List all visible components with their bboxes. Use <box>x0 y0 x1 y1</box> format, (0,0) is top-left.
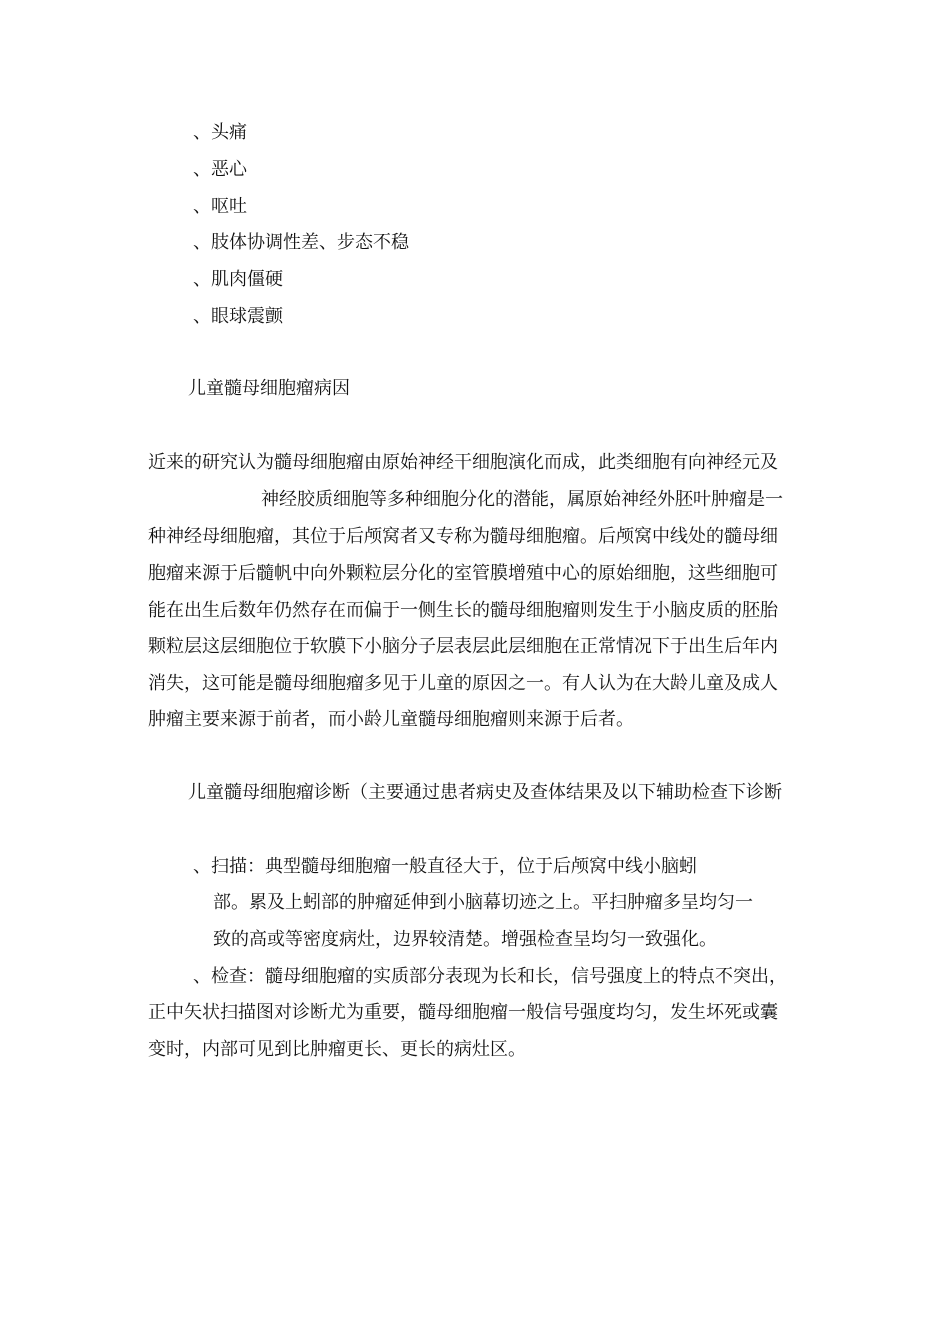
symptom-item: 、呕吐 <box>193 196 247 217</box>
scan-line: 、扫描：典型髓母细胞瘤一般直径大于，位于后颅窝中线小脑蚓 <box>193 856 697 877</box>
paragraph-line: 颗粒层这层细胞位于软膜下小脑分子层表层此层细胞在正常情况下于出生后年内 <box>148 636 778 657</box>
exam-line: 变时，内部可见到比肿瘤更长、更长的病灶区。 <box>148 1039 526 1060</box>
exam-line: 正中矢状扫描图对诊断尤为重要，髓母细胞瘤一般信号强度均匀，发生坏死或囊 <box>148 1002 778 1023</box>
paragraph-line: 种神经母细胞瘤，其位于后颅窝者又专称为髓母细胞瘤。后颅窝中线处的髓母细 <box>148 526 778 547</box>
exam-line: 、检查：髓母细胞瘤的实质部分表现为长和长，信号强度上的特点不突出， <box>193 966 787 987</box>
paragraph-line: 消失，这可能是髓母细胞瘤多见于儿童的原因之一。有人认为在大龄儿童及成人 <box>148 673 778 694</box>
symptom-item: 、头痛 <box>193 122 247 143</box>
paragraph-line: 神经胶质细胞等多种细胞分化的潜能，属原始神经外胚叶肿瘤是一 <box>261 489 783 510</box>
paragraph-line: 肿瘤主要来源于前者，而小龄儿童髓母细胞瘤则来源于后者。 <box>148 709 634 730</box>
cause-heading: 儿童髓母细胞瘤病因 <box>188 378 350 399</box>
symptom-item: 、肌肉僵硬 <box>193 269 283 290</box>
paragraph-line: 能在出生后数年仍然存在而偏于一侧生长的髓母细胞瘤则发生于小脑皮质的胚胎 <box>148 600 778 621</box>
diagnosis-heading: 儿童髓母细胞瘤诊断（主要通过患者病史及查体结果及以下辅助检查下诊断 <box>188 782 782 803</box>
symptom-item: 、肢体协调性差、步态不稳 <box>193 232 409 253</box>
symptom-item: 、恶心 <box>193 159 247 180</box>
paragraph-line: 近来的研究认为髓母细胞瘤由原始神经干细胞演化而成，此类细胞有向神经元及 <box>148 452 778 473</box>
scan-line: 部。累及上蚓部的肿瘤延伸到小脑幕切迹之上。平扫肿瘤多呈均匀一 <box>213 892 753 913</box>
paragraph-line: 胞瘤来源于后髓帆中向外颗粒层分化的室管膜增殖中心的原始细胞，这些细胞可 <box>148 563 778 584</box>
symptom-item: 、眼球震颤 <box>193 306 283 327</box>
scan-line: 致的高或等密度病灶，边界较清楚。增强检查呈均匀一致强化。 <box>213 929 717 950</box>
